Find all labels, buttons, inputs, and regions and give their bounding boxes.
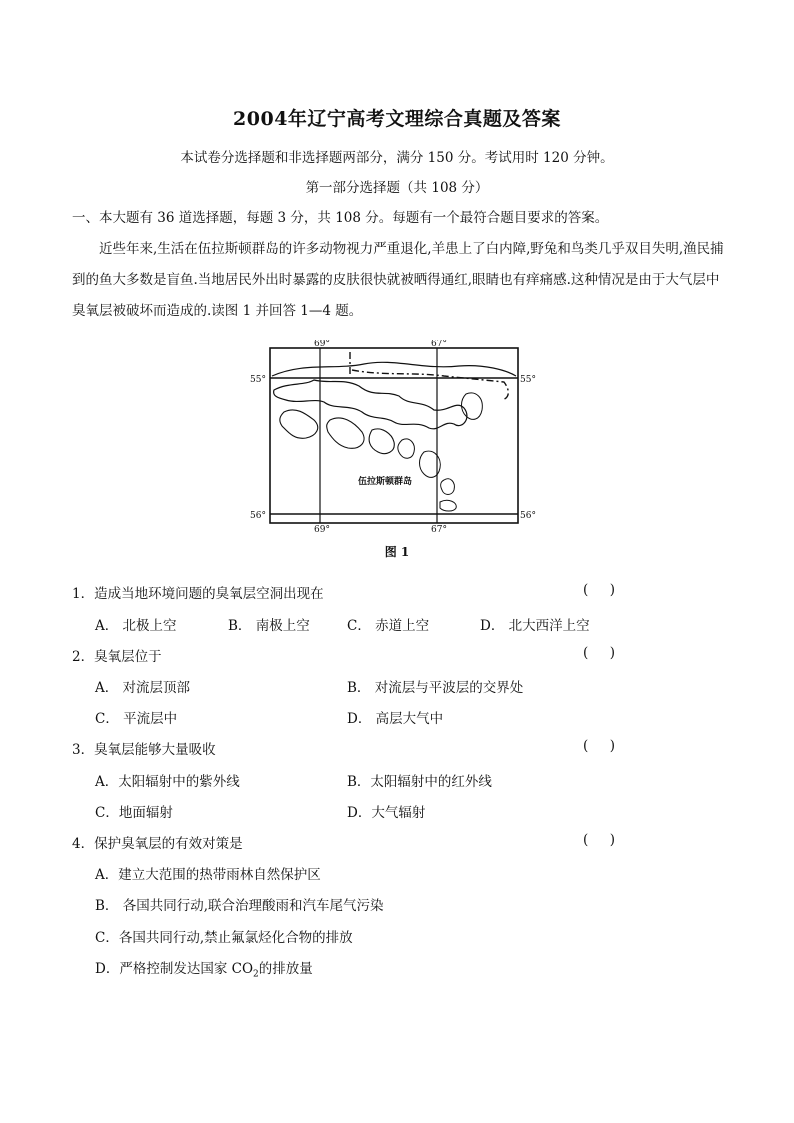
lat-label-right-top: 55°: [520, 375, 536, 385]
question-2-option-b: B． 对流层与平波层的交界处: [347, 680, 524, 696]
lon-label-right-top: 67°: [431, 340, 447, 349]
map-drawing: [244, 340, 544, 570]
island-south-1: [441, 479, 455, 495]
island-south-2: [440, 500, 456, 511]
lat-label-left-top: 55°: [250, 375, 266, 385]
question-3-option-a: A．太阳辐射中的紫外线: [95, 774, 240, 790]
question-4-answer-blank: ( ): [583, 832, 615, 848]
question-4-option-a: A．建立大范围的热带雨林自然保护区: [95, 867, 321, 883]
question-2-stem: 2．臭氧层位于: [72, 649, 162, 665]
coastline-north: [272, 362, 516, 376]
question-3-option-b: B．太阳辐射中的红外线: [347, 774, 492, 790]
lon-label-left-top: 69°: [314, 340, 330, 349]
option-d-text: D．严格控制发达国家 CO: [95, 961, 254, 977]
figure-caption: 图 1: [384, 545, 410, 559]
island-center: [369, 429, 394, 454]
exam-subtitle: 本试卷分选择题和非选择题两部分，满分 150 分。考试用时 120 分钟。: [180, 150, 614, 166]
lon-label-right-bottom: 67°: [431, 525, 447, 535]
question-2-option-a: A． 对流层顶部: [95, 680, 191, 696]
island-center-east: [398, 439, 415, 458]
question-3-option-d: D．大气辐射: [347, 805, 426, 821]
question-1-option-b: B． 南极上空: [228, 618, 310, 634]
question-3-answer-blank: ( ): [583, 738, 615, 754]
option-d-suffix: 的排放量: [258, 961, 313, 977]
question-3-option-c: C．地面辐射: [95, 805, 173, 821]
map-figure: [244, 340, 544, 570]
question-4-stem: 4．保护臭氧层的有效对策是: [72, 836, 243, 852]
question-2-option-d: D． 高层大气中: [347, 711, 444, 727]
lon-label-left-bottom: 69°: [314, 525, 330, 535]
question-1-option-c: C． 赤道上空: [347, 618, 430, 634]
question-4-option-c: C．各国共同行动,禁止氟氯烃化合物的排放: [95, 930, 353, 946]
question-1-answer-blank: ( ): [583, 582, 615, 598]
question-2-answer-blank: ( ): [583, 645, 615, 661]
question-1-option-a: A． 北极上空: [95, 618, 177, 634]
option-d-subscript: 2: [253, 969, 259, 980]
reading-passage: 近些年来,生活在伍拉斯顿群岛的许多动物视力严重退化,羊患上了白内障,野兔和鸟类几乎双目失明,渔民捕到的鱼大多数是盲鱼.当地居民外出时暴露的皮肤很快就被晒得通红,眼睛也有痒痛感.这种情况是由于大气层中臭氧层被破坏而造成的.读图 1 并回答 1—4 题。: [72, 241, 724, 319]
question-4-option-d: [95, 957, 313, 980]
lat-label-right-bottom: 56°: [520, 511, 536, 521]
question-3-stem: 3．臭氧层能够大量吸收: [72, 742, 216, 758]
section-instructions: 一、本大题有 36 道选择题，每题 3 分，共 108 分。每题有一个最符合题目要求的答案。: [72, 210, 609, 226]
part-title: 第一部分选择题（共 108 分）: [305, 180, 489, 196]
question-1-option-d: D． 北大西洋上空: [480, 618, 590, 634]
island-center-west: [327, 418, 364, 448]
map-frame: [270, 348, 518, 523]
question-2-option-c: C． 平流层中: [95, 711, 178, 727]
question-4-option-b: B． 各国共同行动,联合治理酸雨和汽车尾气污染: [95, 898, 384, 914]
island-west: [280, 410, 318, 438]
island-name-label: 伍拉斯顿群岛: [358, 477, 413, 487]
coastline-main-island: [274, 380, 467, 429]
page-title: 2004年辽宁高考文理综合真题及答案: [233, 108, 561, 130]
lat-label-left-bottom: 56°: [250, 511, 266, 521]
island-east: [462, 393, 483, 419]
question-1-stem: 1．造成当地环境问题的臭氧层空洞出现在: [72, 586, 324, 602]
